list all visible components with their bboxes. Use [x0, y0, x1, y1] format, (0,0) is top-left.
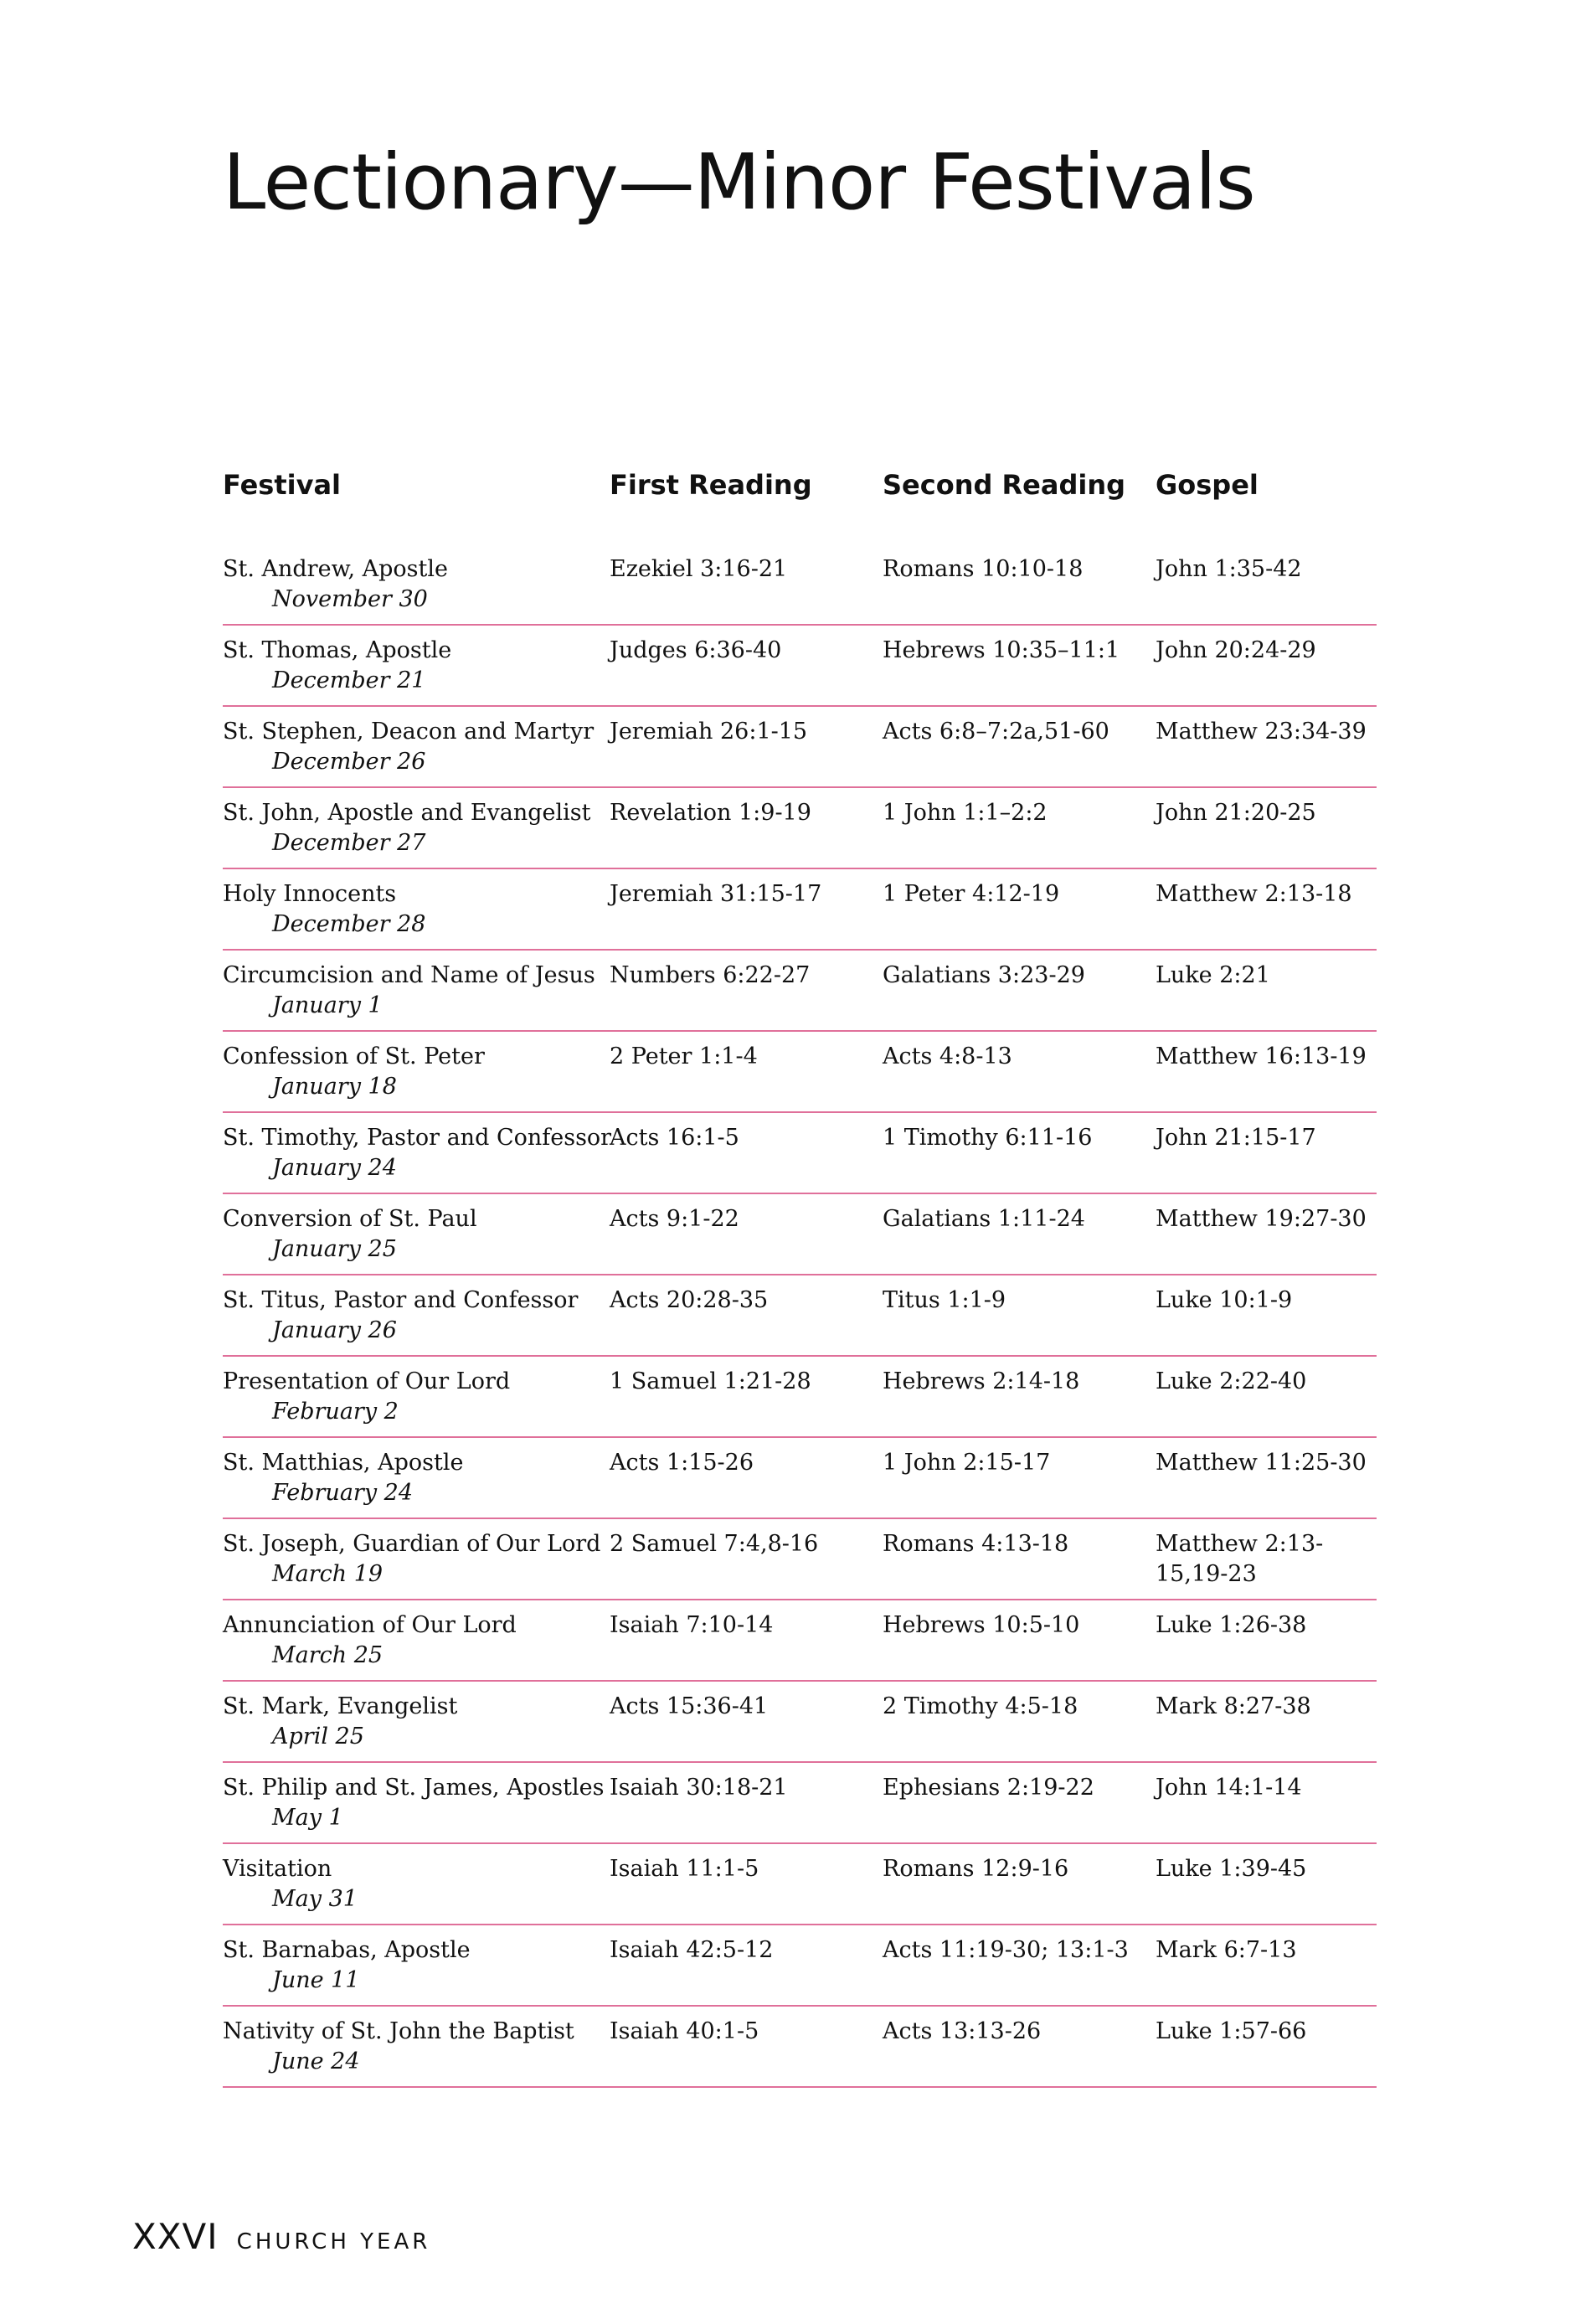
- page-footer: [132, 2216, 430, 2257]
- festival-name: St. Joseph, Guardian of Our Lord: [223, 1531, 601, 1557]
- second-reading-cell: 1 Peter 4:12-19: [883, 881, 1060, 907]
- festival-cell: [223, 1610, 610, 1680]
- festival-cell: [223, 1204, 610, 1274]
- festival-name: Circumcision and Name of Jesus: [223, 962, 595, 988]
- header-gospel: Gospel: [1156, 469, 1259, 501]
- first-reading-cell: Acts 1:15-26: [610, 1450, 754, 1476]
- first-reading-cell: 2 Samuel 7:4,8-16: [610, 1531, 819, 1557]
- first-reading-cell: Jeremiah 31:15-17: [610, 881, 822, 907]
- table-row: [223, 626, 1377, 707]
- table-row: [223, 951, 1377, 1032]
- festival-name: Presentation of Our Lord: [223, 1368, 511, 1394]
- festival-cell: [223, 2017, 610, 2086]
- second-reading-cell: Galatians 1:11-24: [883, 1206, 1085, 1232]
- festival-date: February 24: [272, 1480, 414, 1506]
- gospel-cell: Matthew 11:25-30: [1156, 1450, 1367, 1476]
- table-row: [223, 544, 1377, 626]
- first-reading-cell: Revelation 1:9-19: [610, 800, 811, 826]
- festival-name: St. Matthias, Apostle: [223, 1450, 464, 1476]
- table-row: [223, 1519, 1377, 1600]
- second-reading-cell: Romans 12:9-16: [883, 1856, 1069, 1882]
- festival-cell: [223, 1367, 610, 1436]
- festival-name: St. Barnabas, Apostle: [223, 1937, 471, 1963]
- festival-name: St. Thomas, Apostle: [223, 637, 452, 663]
- festival-cell: [223, 798, 610, 868]
- second-reading-cell: Acts 11:19-30; 13:1-3: [883, 1937, 1129, 1963]
- second-reading-cell: 2 Timothy 4:5-18: [883, 1693, 1078, 1719]
- festival-name: Confession of St. Peter: [223, 1043, 485, 1069]
- second-reading-cell: 1 John 2:15-17: [883, 1450, 1051, 1476]
- first-reading-cell: Isaiah 40:1-5: [610, 2018, 759, 2044]
- gospel-cell: Matthew 23:34-39: [1156, 719, 1367, 745]
- festival-cell: [223, 1935, 610, 2005]
- table-row: [223, 1357, 1377, 1438]
- second-reading-cell: Acts 4:8-13: [883, 1043, 1012, 1069]
- second-reading-cell: Romans 10:10-18: [883, 556, 1084, 582]
- festival-name: St. Timothy, Pastor and Confessor: [223, 1125, 612, 1151]
- festival-name: St. Andrew, Apostle: [223, 556, 448, 582]
- festival-name: St. Stephen, Deacon and Martyr: [223, 719, 595, 745]
- first-reading-cell: Numbers 6:22-27: [610, 962, 811, 988]
- festival-date: January 18: [272, 1074, 397, 1100]
- festival-date: January 1: [272, 992, 383, 1018]
- first-reading-cell: Isaiah 30:18-21: [610, 1775, 788, 1801]
- festival-date: May 1: [272, 1805, 343, 1831]
- table-row: [223, 1844, 1377, 1925]
- festival-cell: [223, 1286, 610, 1355]
- festival-cell: [223, 1854, 610, 1924]
- second-reading-cell: Galatians 3:23-29: [883, 962, 1085, 988]
- gospel-cell: Matthew 19:27-30: [1156, 1206, 1367, 1232]
- header-first-reading: First Reading: [610, 469, 812, 501]
- gospel-cell: Matthew 2:13-15,19-23: [1156, 1531, 1324, 1587]
- festival-date: December 28: [272, 911, 426, 937]
- festival-cell: [223, 1773, 610, 1842]
- second-reading-cell: Acts 13:13-26: [883, 2018, 1042, 2044]
- festival-cell: [223, 717, 610, 786]
- festival-date: April 25: [272, 1724, 364, 1749]
- festival-name: Holy Innocents: [223, 881, 397, 907]
- table-row: [223, 1682, 1377, 1763]
- first-reading-cell: Acts 9:1-22: [610, 1206, 739, 1232]
- second-reading-cell: Acts 6:8–7:2a,51-60: [883, 719, 1109, 745]
- festival-date: January 24: [272, 1155, 397, 1181]
- table-row: [223, 1275, 1377, 1357]
- gospel-cell: John 20:24-29: [1156, 637, 1316, 663]
- second-reading-cell: Ephesians 2:19-22: [883, 1775, 1094, 1801]
- festival-cell: [223, 1042, 610, 1111]
- section-name: CHURCH YEAR: [236, 2229, 431, 2254]
- first-reading-cell: Ezekiel 3:16-21: [610, 556, 788, 582]
- festival-name: St. Mark, Evangelist: [223, 1693, 458, 1719]
- second-reading-cell: Titus 1:1-9: [883, 1287, 1006, 1313]
- gospel-cell: Mark 6:7-13: [1156, 1937, 1297, 1963]
- first-reading-cell: Isaiah 42:5-12: [610, 1937, 774, 1963]
- gospel-cell: John 1:35-42: [1156, 556, 1302, 582]
- gospel-cell: John 21:15-17: [1156, 1125, 1316, 1151]
- festival-date: December 21: [272, 667, 426, 693]
- festival-name: St. Philip and St. James, Apostles: [223, 1775, 605, 1801]
- second-reading-cell: 1 Timothy 6:11-16: [883, 1125, 1093, 1151]
- second-reading-cell: Romans 4:13-18: [883, 1531, 1069, 1557]
- gospel-cell: Matthew 2:13-18: [1156, 881, 1352, 907]
- page-number: XXVI: [132, 2216, 219, 2257]
- gospel-cell: Luke 1:57-66: [1156, 2018, 1307, 2044]
- first-reading-cell: Acts 20:28-35: [610, 1287, 769, 1313]
- table-header-row: [223, 469, 1377, 544]
- festival-cell: [223, 879, 610, 949]
- festival-date: January 25: [272, 1236, 397, 1262]
- festival-cell: [223, 636, 610, 705]
- gospel-cell: Matthew 16:13-19: [1156, 1043, 1367, 1069]
- gospel-cell: Luke 1:39-45: [1156, 1856, 1307, 1882]
- festival-name: St. John, Apostle and Evangelist: [223, 800, 591, 826]
- gospel-cell: Luke 2:22-40: [1156, 1368, 1307, 1394]
- table-row: [223, 1032, 1377, 1113]
- table-row: [223, 1600, 1377, 1682]
- festival-date: May 31: [272, 1886, 358, 1912]
- gospel-cell: John 21:20-25: [1156, 800, 1316, 826]
- first-reading-cell: Judges 6:36-40: [610, 637, 782, 663]
- table-row: [223, 2007, 1377, 2088]
- first-reading-cell: Acts 16:1-5: [610, 1125, 739, 1151]
- second-reading-cell: Hebrews 2:14-18: [883, 1368, 1080, 1394]
- festival-cell: [223, 554, 610, 624]
- first-reading-cell: Jeremiah 26:1-15: [610, 719, 808, 745]
- table-row: [223, 1194, 1377, 1275]
- page-title: Lectionary—Minor Festivals: [223, 137, 1255, 227]
- festival-name: Conversion of St. Paul: [223, 1206, 477, 1232]
- festival-date: January 26: [272, 1317, 397, 1343]
- festival-date: December 26: [272, 749, 426, 775]
- first-reading-cell: 2 Peter 1:1-4: [610, 1043, 758, 1069]
- festival-cell: [223, 1448, 610, 1518]
- table-row: [223, 707, 1377, 788]
- festival-date: December 27: [272, 830, 426, 856]
- second-reading-cell: Hebrews 10:5-10: [883, 1612, 1080, 1638]
- table-row: [223, 869, 1377, 951]
- table-body: [223, 544, 1377, 2088]
- festival-date: November 30: [272, 586, 428, 612]
- first-reading-cell: 1 Samuel 1:21-28: [610, 1368, 811, 1394]
- festival-name: Nativity of St. John the Baptist: [223, 2018, 574, 2044]
- second-reading-cell: 1 John 1:1–2:2: [883, 800, 1048, 826]
- header-festival: Festival: [223, 469, 341, 501]
- table-row: [223, 1113, 1377, 1194]
- festival-date: February 2: [272, 1399, 399, 1425]
- table-row: [223, 1925, 1377, 2007]
- lectionary-table: [223, 469, 1377, 2088]
- table-row: [223, 1763, 1377, 1844]
- first-reading-cell: Isaiah 7:10-14: [610, 1612, 774, 1638]
- gospel-cell: Luke 10:1-9: [1156, 1287, 1293, 1313]
- gospel-cell: John 14:1-14: [1156, 1775, 1302, 1801]
- festival-cell: [223, 1123, 610, 1193]
- second-reading-cell: Hebrews 10:35–11:1: [883, 637, 1120, 663]
- gospel-cell: Luke 1:26-38: [1156, 1612, 1307, 1638]
- festival-name: Visitation: [223, 1856, 332, 1882]
- table-row: [223, 788, 1377, 869]
- festival-cell: [223, 1529, 610, 1599]
- festival-date: June 11: [272, 1967, 360, 1993]
- festival-cell: [223, 1692, 610, 1761]
- gospel-cell: Luke 2:21: [1156, 962, 1270, 988]
- gospel-cell: Mark 8:27-38: [1156, 1693, 1311, 1719]
- festival-cell: [223, 961, 610, 1030]
- first-reading-cell: Isaiah 11:1-5: [610, 1856, 759, 1882]
- festival-date: March 25: [272, 1642, 383, 1668]
- festival-name: St. Titus, Pastor and Confessor: [223, 1287, 579, 1313]
- table-row: [223, 1438, 1377, 1519]
- first-reading-cell: Acts 15:36-41: [610, 1693, 769, 1719]
- festival-name: Annunciation of Our Lord: [223, 1612, 517, 1638]
- festival-date: June 24: [272, 2048, 360, 2074]
- header-second-reading: Second Reading: [883, 469, 1126, 501]
- festival-date: March 19: [272, 1561, 383, 1587]
